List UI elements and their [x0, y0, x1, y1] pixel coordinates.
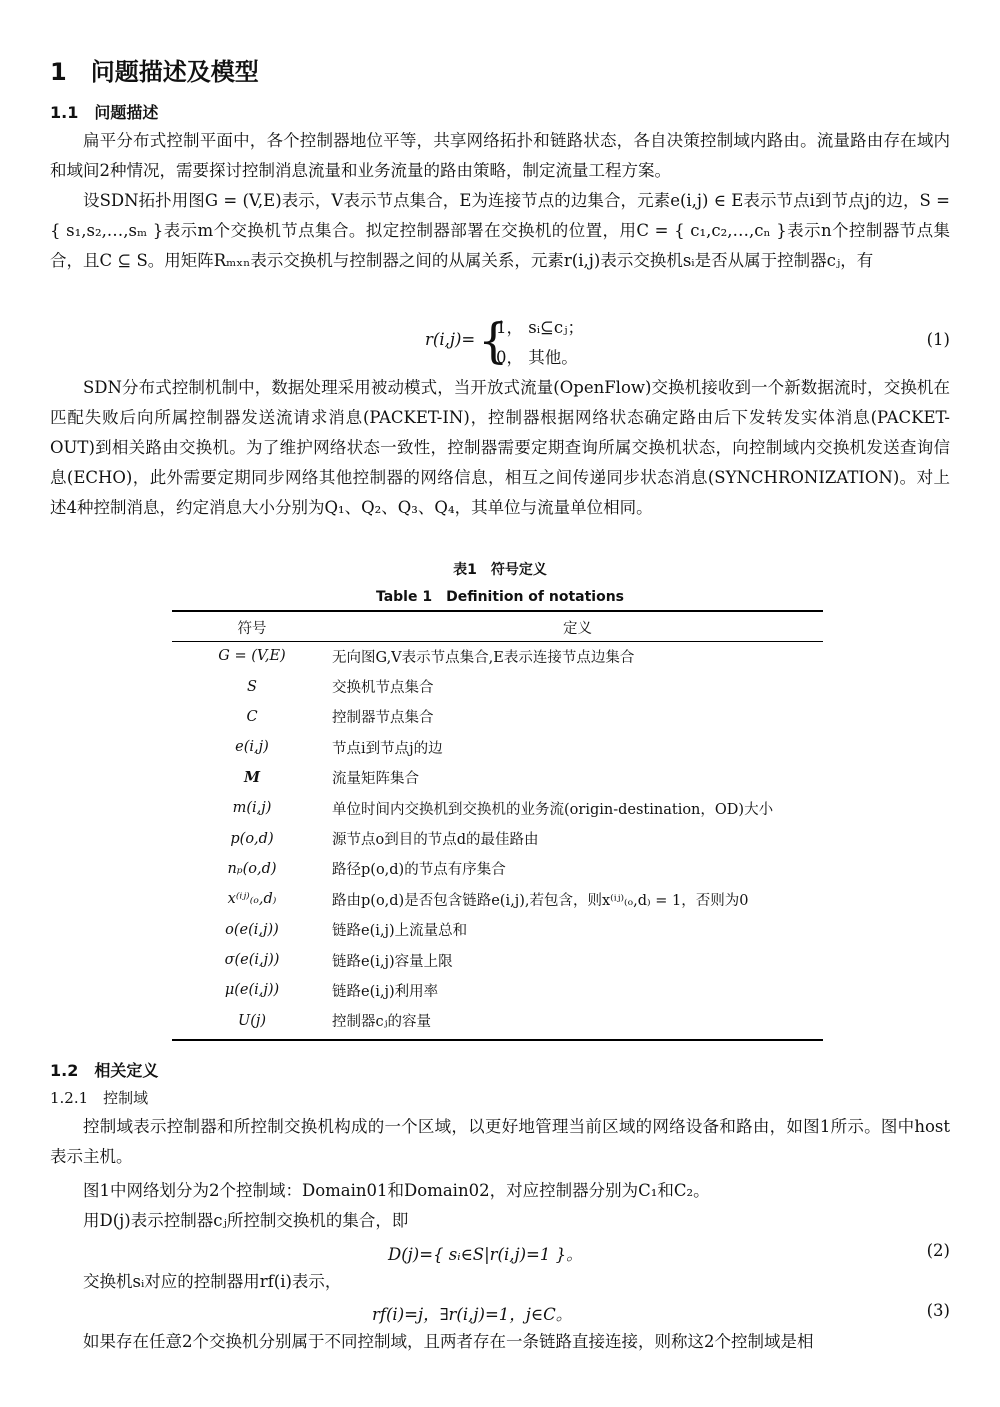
paragraph: 扁平分布式控制平面中，各个控制器地位平等，共享网络拓扑和链路状态，各自决策控制域内路由。流量路由存在域内和域间2种情况，需要探讨控制消息流量和业务流量的路由策略，制定流量工程方案。: [50, 131, 950, 180]
symbol-cell: m(i,j): [232, 800, 272, 817]
definition-cell: 路径p(o,d)的节点有序集合: [332, 862, 506, 879]
paragraph: SDN分布式控制机制中，数据处理采用被动模式，当开放式流量(OpenFlow)交换机接收到一个新数据流时，交换机在匹配失败后向所属控制器发送流请求消息(PACKET-IN)，控制器根据网络状态确定路由后下发转发实体消息(PACKET-OUT)到相关路由交换机。为了维护网络状态一致性，控制器需要定期查询所属交换机状态，向控制域内交换机发送查询信息(ECHO)，此外需要定期同步网络其他控制器的网络信息，相互之间传递同步状态消息(SYNCHRONIZATION)。对上述4种控制消息，约定消息大小分别为Q₁、Q₂、Q₃、Q₄，其单位与流量单位相同。: [50, 378, 950, 517]
definition-cell: 交换机节点集合: [332, 680, 434, 697]
table-caption-en: Table 1 Definition of notations: [375, 589, 625, 605]
subsection-heading: 1.1 问题描述: [50, 103, 159, 122]
equation-number: (2): [926, 1241, 950, 1260]
symbol-cell: x⁽ⁱʲ⁾₍ₒ,d₎: [227, 891, 277, 908]
table-caption-cn: 表1 符号定义: [453, 562, 547, 578]
definition-cell: 源节点o到目的节点d的最佳路由: [332, 832, 539, 849]
symbol-cell: nₚ(o,d): [227, 860, 277, 877]
symbol-cell: μ(e(i,j)): [224, 982, 280, 999]
definition-cell: 链路e(i,j)上流量总和: [332, 923, 468, 940]
table-row: [172, 854, 823, 884]
table-row: [172, 915, 823, 945]
equation-number: (1): [926, 330, 950, 349]
definition-cell: 链路e(i,j)容量上限: [332, 953, 453, 970]
table-header-row: [172, 613, 823, 641]
notation-table: [172, 613, 823, 1036]
symbol-cell: M: [243, 769, 261, 787]
paragraph: 控制域表示控制器和所控制交换机构成的一个区域，以更好地管理当前区域的网络设备和路由，如图1所示。图中host表示主机。: [50, 1117, 950, 1166]
table-row: [172, 702, 823, 732]
table-bottom-rule: [172, 1039, 823, 1041]
definition-cell: 链路e(i,j)利用率: [332, 983, 439, 1000]
symbol-cell: G = (V,E): [218, 648, 286, 665]
table-top-rule: [172, 610, 823, 612]
table-row: [172, 671, 823, 701]
definition-cell: 控制器cⱼ的容量: [332, 1014, 431, 1031]
column-header: 符号: [237, 620, 267, 637]
table-row: [172, 763, 823, 793]
table-row: [172, 732, 823, 762]
table-row: [172, 975, 823, 1005]
symbol-cell: σ(e(i,j)): [224, 952, 280, 969]
paragraph: 图1中网络划分为2个控制域：Domain01和Domain02，对应控制器分别为C₁和C₂。: [83, 1181, 710, 1200]
definition-cell: 流量矩阵集合: [332, 771, 419, 788]
symbol-cell: S: [247, 678, 257, 695]
paragraph: 交换机sᵢ对应的控制器用rf(i)表示，: [83, 1272, 342, 1291]
equation: D(j)={ sᵢ∈S|r(i,j)=1 }。: [388, 1245, 583, 1264]
definition-cell: 节点i到节点j的边: [332, 740, 443, 757]
table-row: [172, 884, 823, 914]
definition-cell: 控制器节点集合: [332, 710, 434, 727]
table-row: [172, 793, 823, 823]
column-header: 定义: [563, 620, 592, 637]
subsection-heading: 1.2 相关定义: [50, 1061, 159, 1080]
section-heading: 1 问题描述及模型: [50, 58, 259, 86]
table-row: [172, 1006, 823, 1036]
paragraph: 如果存在任意2个交换机分别属于不同控制域，且两者存在一条链路直接连接，则称这2个控制域是相: [83, 1332, 814, 1351]
equation-case: 0， 其他。: [496, 348, 578, 367]
equation-lhs: r(i,j)=: [425, 330, 476, 349]
definition-cell: 无向图G,V表示节点集合,E表示连接节点边集合: [332, 649, 635, 666]
symbol-cell: p(o,d): [230, 830, 274, 847]
symbol-cell: U(j): [237, 1012, 267, 1029]
table-row: [172, 823, 823, 853]
subsubsection-heading: 1.2.1 控制域: [50, 1089, 149, 1107]
equation-brace: {: [478, 313, 509, 369]
symbol-cell: e(i,j): [235, 739, 269, 756]
paragraph: 用D(j)表示控制器cⱼ所控制交换机的集合，即: [83, 1211, 409, 1230]
definition-cell: 路由p(o,d)是否包含链路e(i,j),若包含，则x⁽ⁱʲ⁾₍ₒ,d₎ = 1，否则为0: [332, 892, 749, 909]
table-row: [172, 945, 823, 975]
equation: rf(i)=j，∃r(i,j)=1，j∈C。: [372, 1305, 573, 1324]
symbol-cell: C: [246, 708, 258, 725]
equation-number: (3): [926, 1301, 950, 1320]
definition-cell: 单位时间内交换机到交换机的业务流(origin-destination，OD)大小: [332, 801, 774, 818]
table-row: [172, 641, 823, 671]
paragraph: 设SDN拓扑用图G = (V,E)表示，V表示节点集合，E为连接节点的边集合，元素e(i,j) ∈ E表示节点i到节点j的边，S = { s₁,s₂,…,sₘ }表示m个交换机节点集合。拟定控制器部署在交换机的位置，用C = { c₁,c₂,…,cₙ }表示n个控制器节点集合，且C ⊆ S。用矩阵Rₘₓₙ表示交换机与控制器之间的从属关系，元素r(i,j)表示交换机sᵢ是否从属于控制器cⱼ，有: [50, 191, 950, 270]
equation-case: 1， sᵢ⊆cⱼ；: [496, 318, 584, 337]
symbol-cell: o(e(i,j)): [225, 921, 279, 938]
